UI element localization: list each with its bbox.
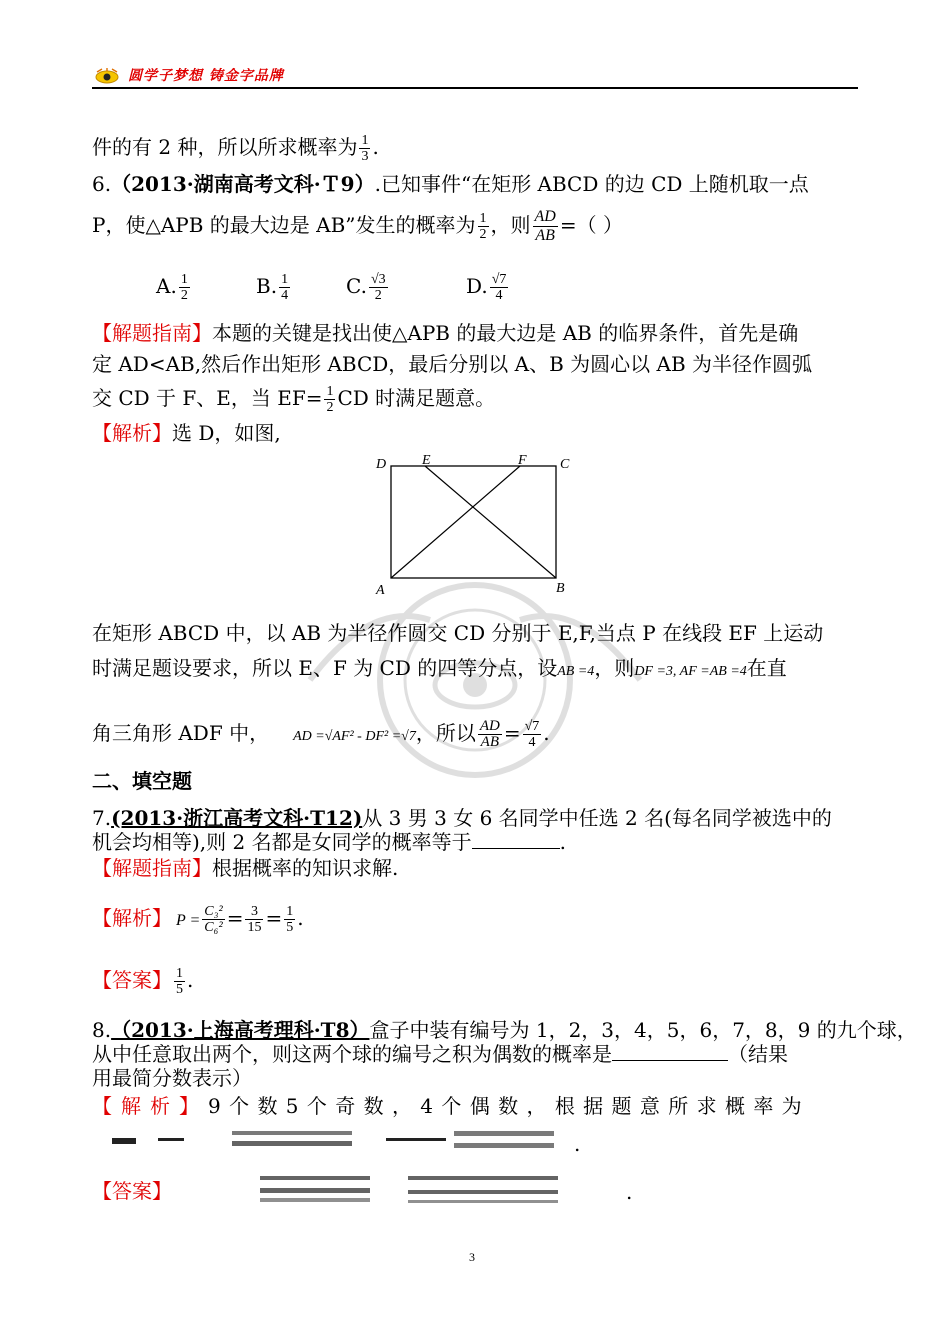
header-brand: 圆学子梦想 铸金字品牌 [128,68,284,84]
answer-blank [472,830,560,849]
label-f: F [518,453,527,468]
label-e: E [422,453,431,468]
option-c: C. $\frac{√3}{2}$ [346,272,386,303]
label-a: A [376,583,385,598]
page-number: 3 [469,1250,475,1264]
obscured-formula [454,1131,554,1136]
period: . [574,1132,581,1156]
obscured-formula [408,1190,558,1194]
option-d: D. $\frac{√7}{4}$ [466,272,507,303]
analysis-6-line-1: 【解析】选 D，如图, [92,421,281,445]
answer-7: 【答案】 $\frac{1}{5}$ . [92,966,194,997]
question-7-line-2: 机会均相等),则 2 名都是女同学的概率等于 . [92,830,566,854]
label-c: C [560,457,570,472]
answer-blank [612,1042,728,1061]
answer-8-tag: 【答案】 [92,1179,172,1203]
obscured-formula [260,1176,370,1180]
guide-6-line-1: 【解题指南】本题的关键是找出使△APB 的最大边是 AB 的临界条件，首先是确 [92,321,799,345]
obscured-formula [260,1198,370,1202]
option-a: A. $\frac{1}{2}$ [156,272,188,303]
obscured-formula [232,1141,352,1146]
obscured-formula [112,1138,136,1144]
question-8-line-3: 用最简分数表示） [92,1066,252,1090]
obscured-formula [232,1131,352,1135]
question-8-line-1: 8.（2013·上海高考理科·T8）盒子中装有编号为 1，2，3，4，5，6，7，8，9 的九个球， [92,1018,917,1042]
obscured-formula [260,1188,370,1193]
obscured-formula [454,1143,554,1148]
question-8-line-2: 从中任意取出两个，则这两个球的编号之积为偶数的概率是 （结果 [92,1042,788,1066]
text-line: 件的有 2 种，所以所求概率为 $\frac{1}{3}$ . [92,133,379,164]
analysis-8: 【解析】9 个 数 5 个 奇 数 ， 4 个 偶 数 ， 根 据 题 意 所 求 概 率 为 [92,1094,803,1118]
analysis-7: 【解析】 P = $\frac{\text{C₃²}}{\text{C₆²}}$ = $\frac{3}{15}$ = $\frac{1}{5}$ . [92,904,304,935]
question-7-line-1: 7.(2013·浙江高考文科·T12)从 3 男 3 女 6 名同学中任选 2 名(每名同学被选中的 [92,806,832,830]
fraction: $\frac{1}{3}$ [361,133,369,164]
guide-6-line-2: 定 AD<AB,然后作出矩形 ABCD，最后分别以 A、B 为圆心以 AB 为半径作圆弧 [92,352,813,376]
obscured-formula [408,1176,558,1180]
guide-6-line-3: 交 CD 于 F、E，当 EF= $\frac{1}{2}$ CD 时满足题意。 [92,384,496,415]
option-b: B. $\frac{1}{4}$ [256,272,289,303]
analysis-6-line-3: 时满足题设要求，所以 E、F 为 CD 的四等分点，设AB =4，则DF =3, AF =AB =4在直 [92,656,787,680]
obscured-formula [158,1138,184,1141]
period: . [626,1180,633,1204]
header-logo-icon [94,68,120,84]
label-d: D [376,457,387,472]
label-b: B [556,581,565,596]
guide-7: 【解题指南】根据概率的知识求解. [92,856,399,880]
header-rule [92,87,858,89]
obscured-formula [386,1138,446,1141]
question-6-line-1: 6.（2013·湖南高考文科·Ｔ9）.已知事件“在矩形 ABCD 的边 CD 上随机取一点 [92,172,809,196]
question-6-line-2: P，使△APB 的最大边是 AB”发生的概率为 $\frac{1}{2}$ ，则 $\frac{AD}{AB}$ =（ ） [92,208,623,244]
analysis-6-line-4: 角三角形 ADF 中， AD =√AF² - DF² =√7，所以 $\frac{AD}{AB}$ = $\frac{√7}{4}$ . [92,718,550,750]
obscured-formula [408,1200,558,1203]
section-title: 二、填空题 [92,769,192,793]
analysis-6-line-2: 在矩形 ABCD 中，以 AB 为半径作圆交 CD 分别于 E,F,当点 P 在线段 EF 上运动 [92,621,824,645]
